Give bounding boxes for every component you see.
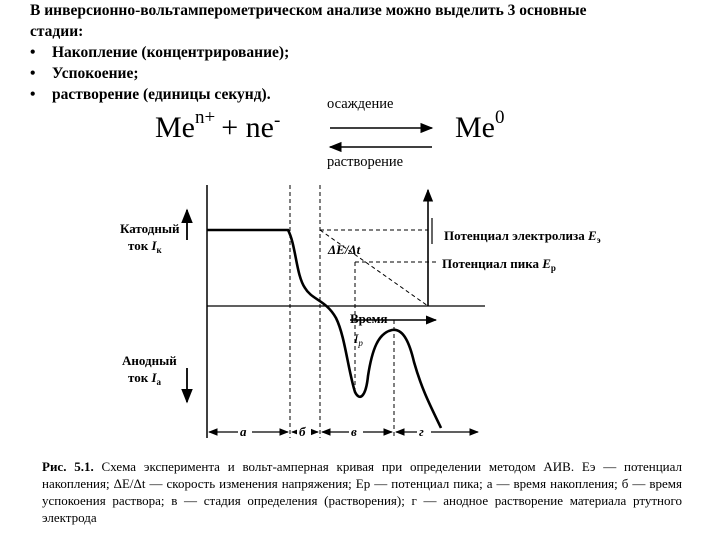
peak-current-symbol: I bbox=[354, 331, 359, 346]
stage-a-label: а bbox=[240, 424, 247, 439]
rate-label: ΔE/Δt bbox=[328, 242, 361, 257]
equation-metal-ion: Me bbox=[155, 111, 195, 144]
bullet-text: растворение (единицы секунд). bbox=[52, 86, 271, 103]
electrolysis-potential-label bbox=[444, 228, 601, 245]
anodic-label-2 bbox=[128, 370, 162, 387]
cathodic-word: ток bbox=[128, 238, 149, 253]
equation-charge: n+ bbox=[195, 107, 216, 128]
stage-g-label: г bbox=[419, 424, 424, 439]
peak-current-sub: p bbox=[358, 338, 363, 348]
anodic-label-1: Анодный bbox=[122, 353, 177, 368]
equation-electron-sign: - bbox=[273, 110, 281, 131]
peak-potential-label bbox=[442, 256, 556, 273]
cathodic-label-1: Катодный bbox=[120, 221, 180, 236]
electrolysis-text: Потенциал электролиза bbox=[444, 228, 585, 243]
anodic-word: ток bbox=[128, 370, 149, 385]
electrolysis-sub: э bbox=[596, 235, 601, 245]
peak-current-label bbox=[353, 331, 363, 348]
peak-potential-sub: p bbox=[550, 263, 556, 273]
equation-metal: Me bbox=[455, 111, 495, 144]
bullet-icon: • bbox=[30, 44, 36, 61]
reverse-label: растворение bbox=[327, 154, 404, 170]
cathodic-sub: к bbox=[156, 245, 162, 255]
stage-b-label: б bbox=[299, 424, 306, 439]
bullet-icon: • bbox=[30, 65, 36, 82]
figure-caption bbox=[42, 458, 682, 526]
intro-line-1: В инверсионно-вольтамперометрическом анализе можно выделить 3 основные bbox=[30, 2, 587, 19]
cathodic-label-2 bbox=[128, 238, 163, 255]
equation-zero-charge: 0 bbox=[495, 107, 505, 128]
anodic-symbol: I bbox=[151, 370, 157, 385]
peak-potential-text: Потенциал пика bbox=[442, 256, 539, 271]
current-curve bbox=[207, 230, 441, 428]
peak-potential-symbol: E bbox=[542, 256, 551, 271]
caption-text: Схема эксперимента и вольт-амперная кривая при определении методом АИВ. Eэ — потенциал накопления; ΔE/Δt — скорость изменения напряжения; Ep — потенциал пика; а — время накопления; б — время успокоения раствора; в — стадия определения (растворения); г — анодное растворение материала ртутного электрода bbox=[42, 459, 682, 525]
anodic-sub: a bbox=[156, 377, 162, 387]
electrolysis-symbol: E bbox=[588, 228, 597, 243]
bullet-text: Успокоение; bbox=[52, 65, 139, 82]
cathodic-symbol: I bbox=[151, 238, 157, 253]
stage-v-label: в bbox=[351, 424, 357, 439]
time-label: Время bbox=[350, 311, 388, 326]
bullet-text: Накопление (концентрирование); bbox=[52, 44, 290, 61]
bullet-icon: • bbox=[30, 86, 36, 103]
intro-line-2: стадии: bbox=[30, 23, 84, 40]
forward-label: осаждение bbox=[327, 96, 394, 112]
equation-electrons: + ne bbox=[221, 111, 274, 144]
caption-label: Рис. 5.1. bbox=[42, 459, 94, 474]
